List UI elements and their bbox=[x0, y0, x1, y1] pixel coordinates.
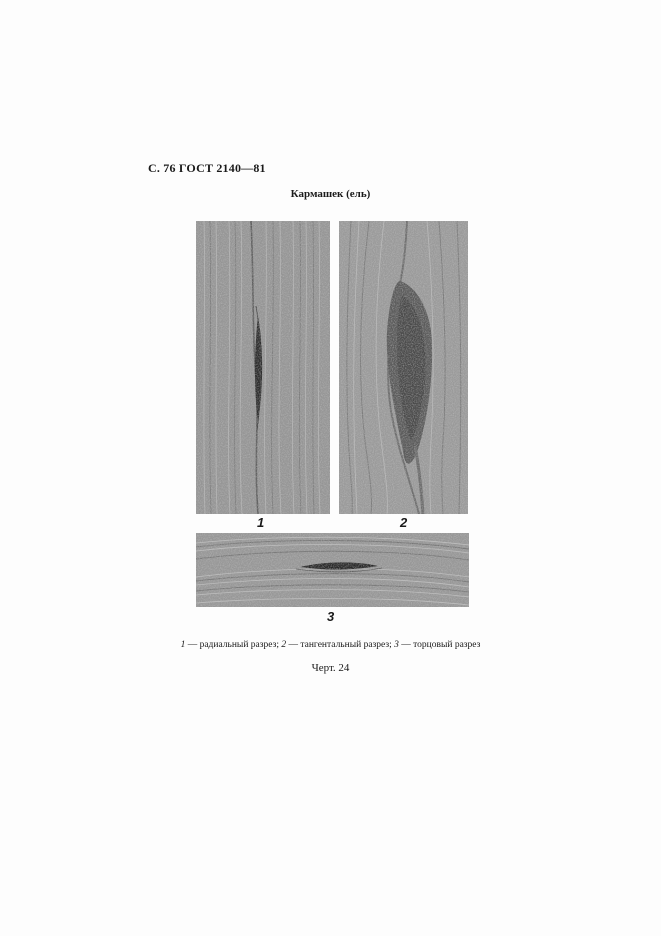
tangential-section-photo bbox=[339, 221, 468, 514]
caption-number-2: 2 bbox=[281, 640, 287, 650]
caption-text-tangential: — тангентальный разрез; bbox=[286, 640, 395, 650]
panel-number-3: 3 bbox=[327, 609, 335, 624]
figure-title: Кармашек (ель) bbox=[290, 188, 371, 200]
caption-text-radial: — радиальный разрез; bbox=[185, 640, 282, 650]
caption-text-transverse: — торцовый разрез bbox=[398, 640, 481, 650]
panel-number-2: 2 bbox=[400, 515, 408, 530]
figure-caption bbox=[0, 640, 661, 650]
drawing-label: Черт. 24 bbox=[311, 662, 350, 674]
radial-section-photo bbox=[196, 221, 330, 514]
page-header: С. 76 ГОСТ 2140—81 bbox=[148, 161, 266, 175]
transverse-section-photo bbox=[196, 533, 469, 607]
caption-number-3: 3 bbox=[394, 640, 399, 650]
panel-number-1: 1 bbox=[257, 515, 265, 530]
caption-number-1: 1 bbox=[180, 640, 186, 650]
